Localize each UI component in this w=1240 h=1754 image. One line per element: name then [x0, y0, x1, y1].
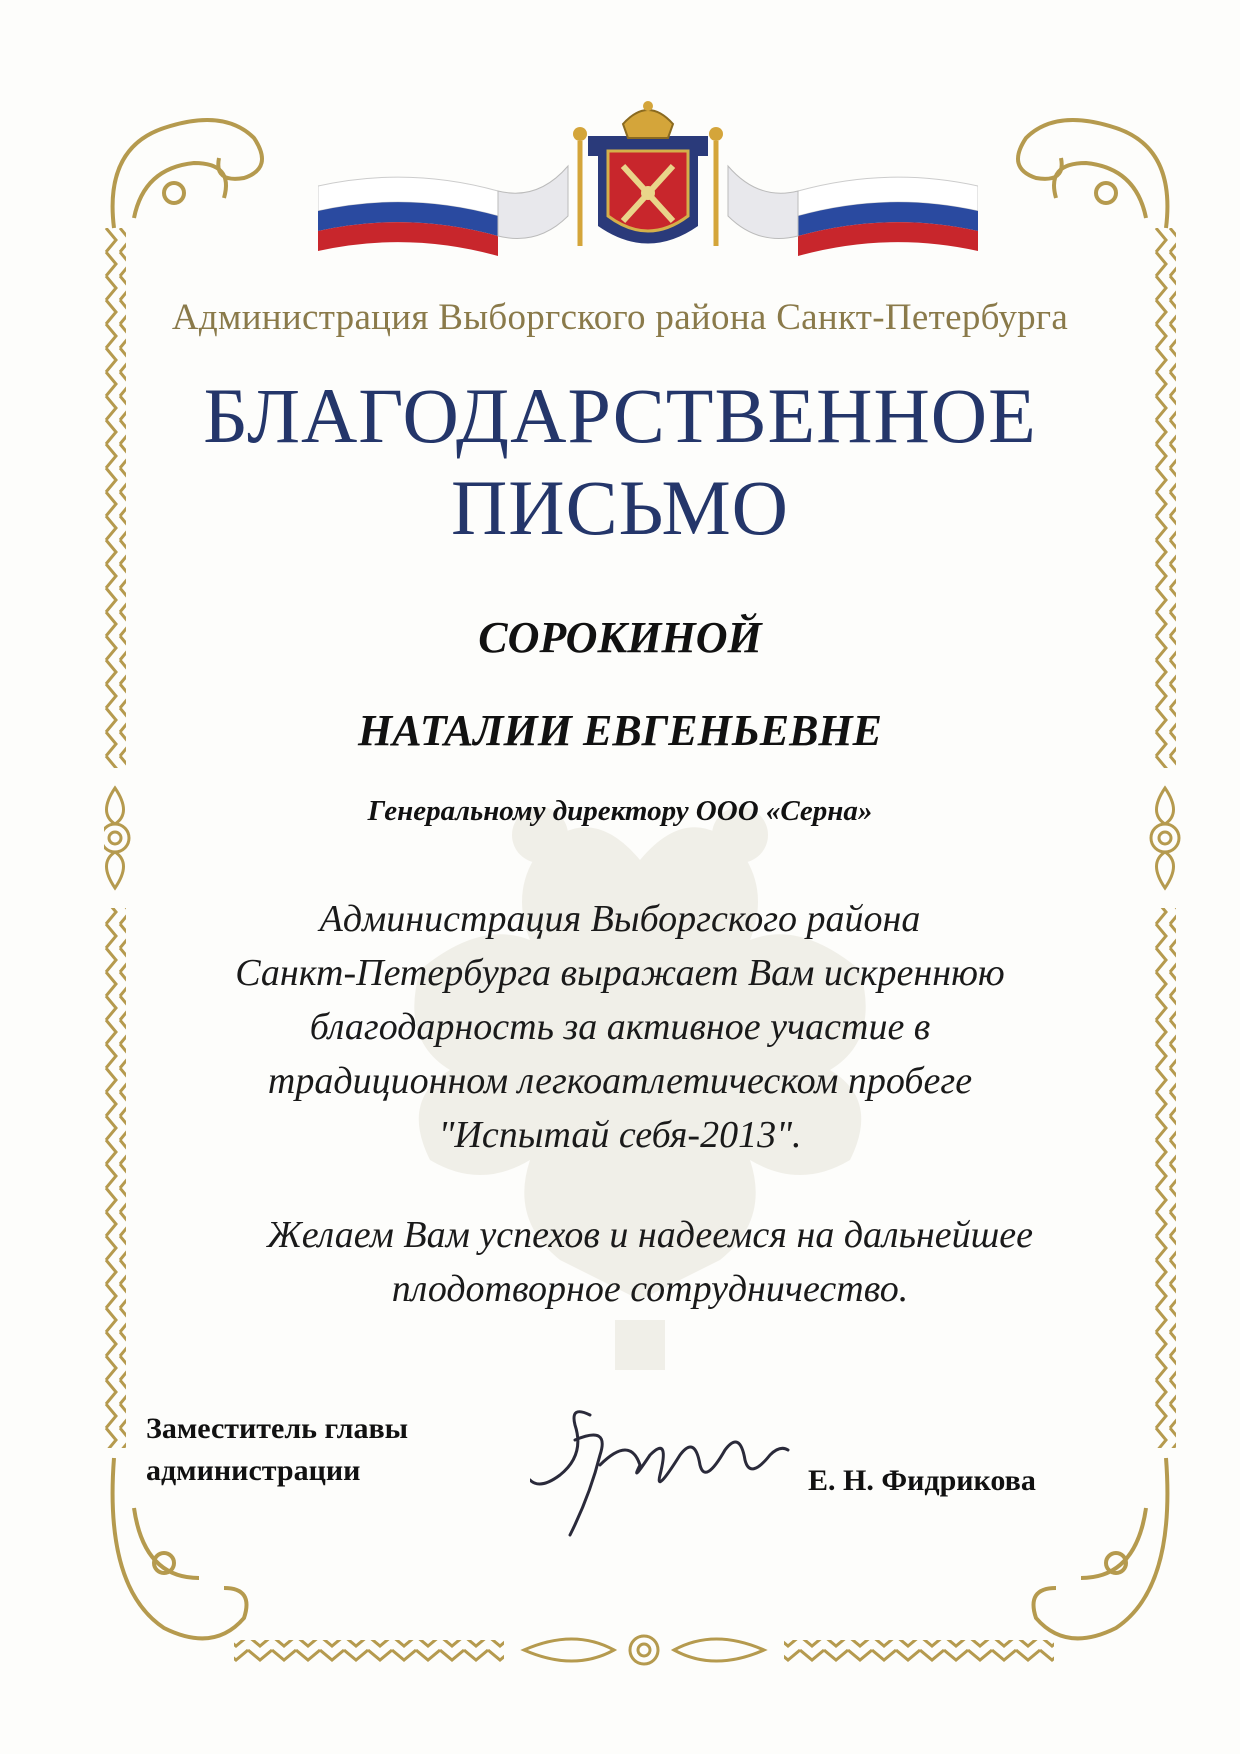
administration-header: Администрация Выборгского района Санкт-Петербурга: [171, 297, 1069, 338]
document-title: [0, 370, 1240, 554]
title-line-1: БЛАГОДАРСТВЕННОЕ: [203, 372, 1037, 459]
recipient-surname: СОРОКИНОЙ: [478, 613, 762, 662]
gratitude-text: [170, 892, 1070, 1162]
signer-title: [146, 1408, 408, 1492]
recipient-name: НАТАЛИИ ЕВГЕНЬЕВНЕ: [358, 706, 882, 755]
handwritten-signature: [530, 1395, 790, 1545]
body-line: благодарность за активное участие в: [309, 1006, 931, 1048]
signer-title-line-1: Заместитель главы: [146, 1412, 409, 1445]
recipient-position: Генеральному директору ООО «Серна»: [367, 795, 873, 827]
saint-petersburg-coat-of-arms-icon: [573, 101, 723, 246]
wish-line: Желаем Вам успехов и надеемся на дальнейшее: [266, 1214, 1034, 1256]
body-line: "Испытай себя-2013".: [438, 1114, 802, 1156]
signer-name: Е. Н. Фидрикова: [808, 1464, 1036, 1497]
signer-title-line-2: администрации: [146, 1454, 361, 1487]
title-line-2: ПИСЬМО: [450, 464, 790, 551]
body-line: Администрация Выборгского района: [319, 898, 921, 940]
wish-text: [170, 1208, 1130, 1316]
wish-line: плодотворное сотрудничество.: [391, 1268, 909, 1310]
flag-ribbon-emblem: [318, 96, 978, 266]
body-line: традиционном легкоатлетическом пробеге: [267, 1060, 973, 1102]
body-line: Санкт-Петербурга выражает Вам искреннюю: [235, 952, 1005, 994]
